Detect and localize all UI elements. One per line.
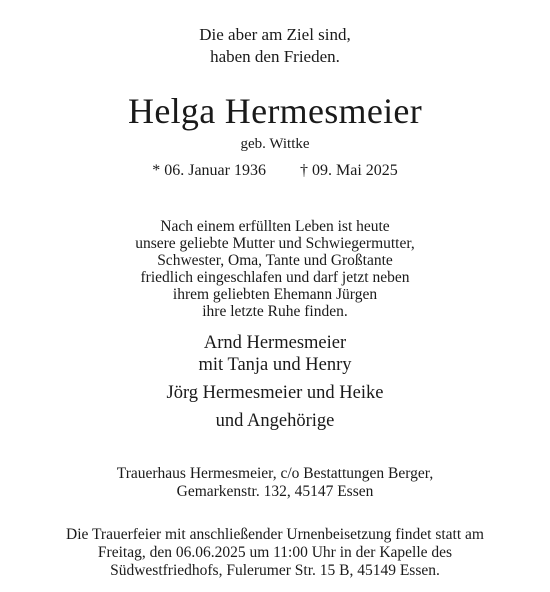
service-line-3: Südwestfriedhofs, Fulerumer Str. 15 B, 45149 Essen. xyxy=(110,562,440,579)
service-line-2: Freitag, den 06.06.2025 um 11:00 Uhr in der Kapelle des xyxy=(97,544,453,561)
service-line-1: Die Trauerfeier mit anschließender Urnenbeisetzung findet statt am xyxy=(66,526,484,543)
message-line-4: friedlich eingeschlafen und darf jetzt neben xyxy=(140,269,410,286)
address-line-1: Trauerhaus Hermesmeier, c/o Bestattungen Berger, xyxy=(116,465,434,482)
motto-line-2: haben den Frieden. xyxy=(210,47,340,66)
mourner-line-3: Jörg Hermesmeier und Heike xyxy=(166,383,384,403)
deceased-name: Helga Hermesmeier xyxy=(128,91,422,131)
message-line-1: Nach einem erfüllten Leben ist heute xyxy=(160,218,390,235)
mourner-line-1: Arnd Hermesmeier xyxy=(203,333,347,353)
motto-line-1: Die aber am Ziel sind, xyxy=(199,25,351,44)
maiden-name: geb. Wittke xyxy=(240,136,310,152)
address-line-2: Gemarkenstr. 132, 45147 Essen xyxy=(176,483,374,500)
message-line-2: unsere geliebte Mutter und Schwiegermutter, xyxy=(135,235,415,252)
mourner-line-4: und Angehörige xyxy=(215,411,335,431)
message-line-6: ihre letzte Ruhe finden. xyxy=(202,303,348,320)
message-line-3: Schwester, Oma, Tante und Großtante xyxy=(157,252,393,269)
life-dates xyxy=(0,163,550,179)
message-line-5: ihrem geliebten Ehemann Jürgen xyxy=(172,286,378,303)
mourner-line-2: mit Tanja und Henry xyxy=(198,355,352,375)
birth-date: * 06. Januar 1936 xyxy=(152,162,266,179)
death-date: † 09. Mai 2025 xyxy=(299,162,398,179)
